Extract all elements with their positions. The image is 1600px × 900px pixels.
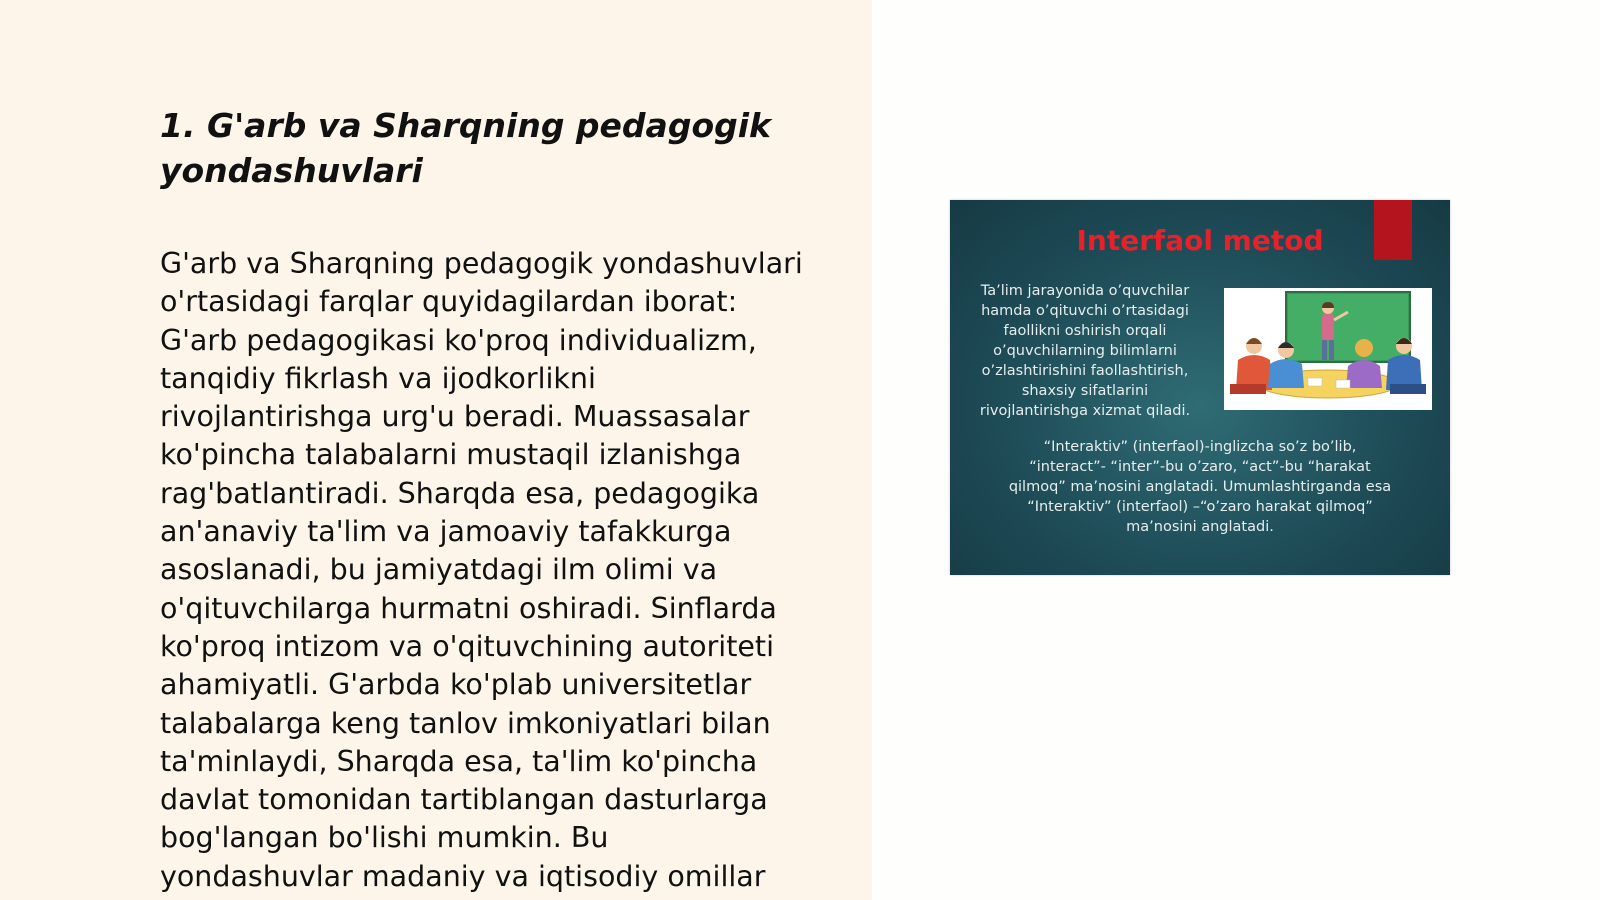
embedded-slide-image [950,200,1450,575]
embedded-slide-footnote: “Interaktiv” (interfaol)-inglizcha so’z bo’lib, “interact”- “inter”-bu o’zaro, “act”-bu “harakat qilmoq” ma’nosini anglatadi. Umumlashtirganda esa “Interaktiv” (interfaol) –“o’zaro harakat qilmoq” ma’nosini anglatadi. [1008,439,1392,535]
embedded-slide-description: Ta’lim jarayonida o’quvchilar hamda o’qituvchi o’rtasidagi faollikni oshirish orqali o’quvchilarning bilimlarni o’zlashtirishini faollashtirish, shaxsiy sifatlarini rivojlantirishga xizmat qiladi. [979,283,1191,419]
slide-body-text: G'arb va Sharqning pedagogik yondashuvlari o'rtasidagi farqlar quyidagilardan iborat: G'arb pedagogikasi ko'proq individualizm, tanqidiy fikrlash va ijodkorlikni rivojlantirishga urg'u beradi. Muassasalar ko'pincha talabalarni mustaqil izlanishga rag'batlantiradi. Sharqda esa, pedagogika an'anaviy ta'lim va jamoaviy tafakkurga asoslanadi, bu jamiyatdagi ilm olimi va o'qituvchilarga hurmatni oshiradi. Sinflarda ko'proq intizom va o'qituvchining autoriteti ahamiyatli. G'arbda ko'plab universitetlar talabalarga keng tanlov imkoniyatlari bilan ta'minlaydi, Sharqda esa, ta'lim ko'pincha davlat tomonidan tartiblangan dasturlarga bog'langan bo'lishi mumkin. Bu yondashuvlar madaniy va iqtisodiy omillar [160,247,803,893]
slide-title: 1. G'arb va Sharqning pedagogik yondashuvlari [160,106,771,190]
classroom-illustration-icon [1224,288,1432,410]
embedded-slide-title: Interfaol metod [1076,224,1324,257]
